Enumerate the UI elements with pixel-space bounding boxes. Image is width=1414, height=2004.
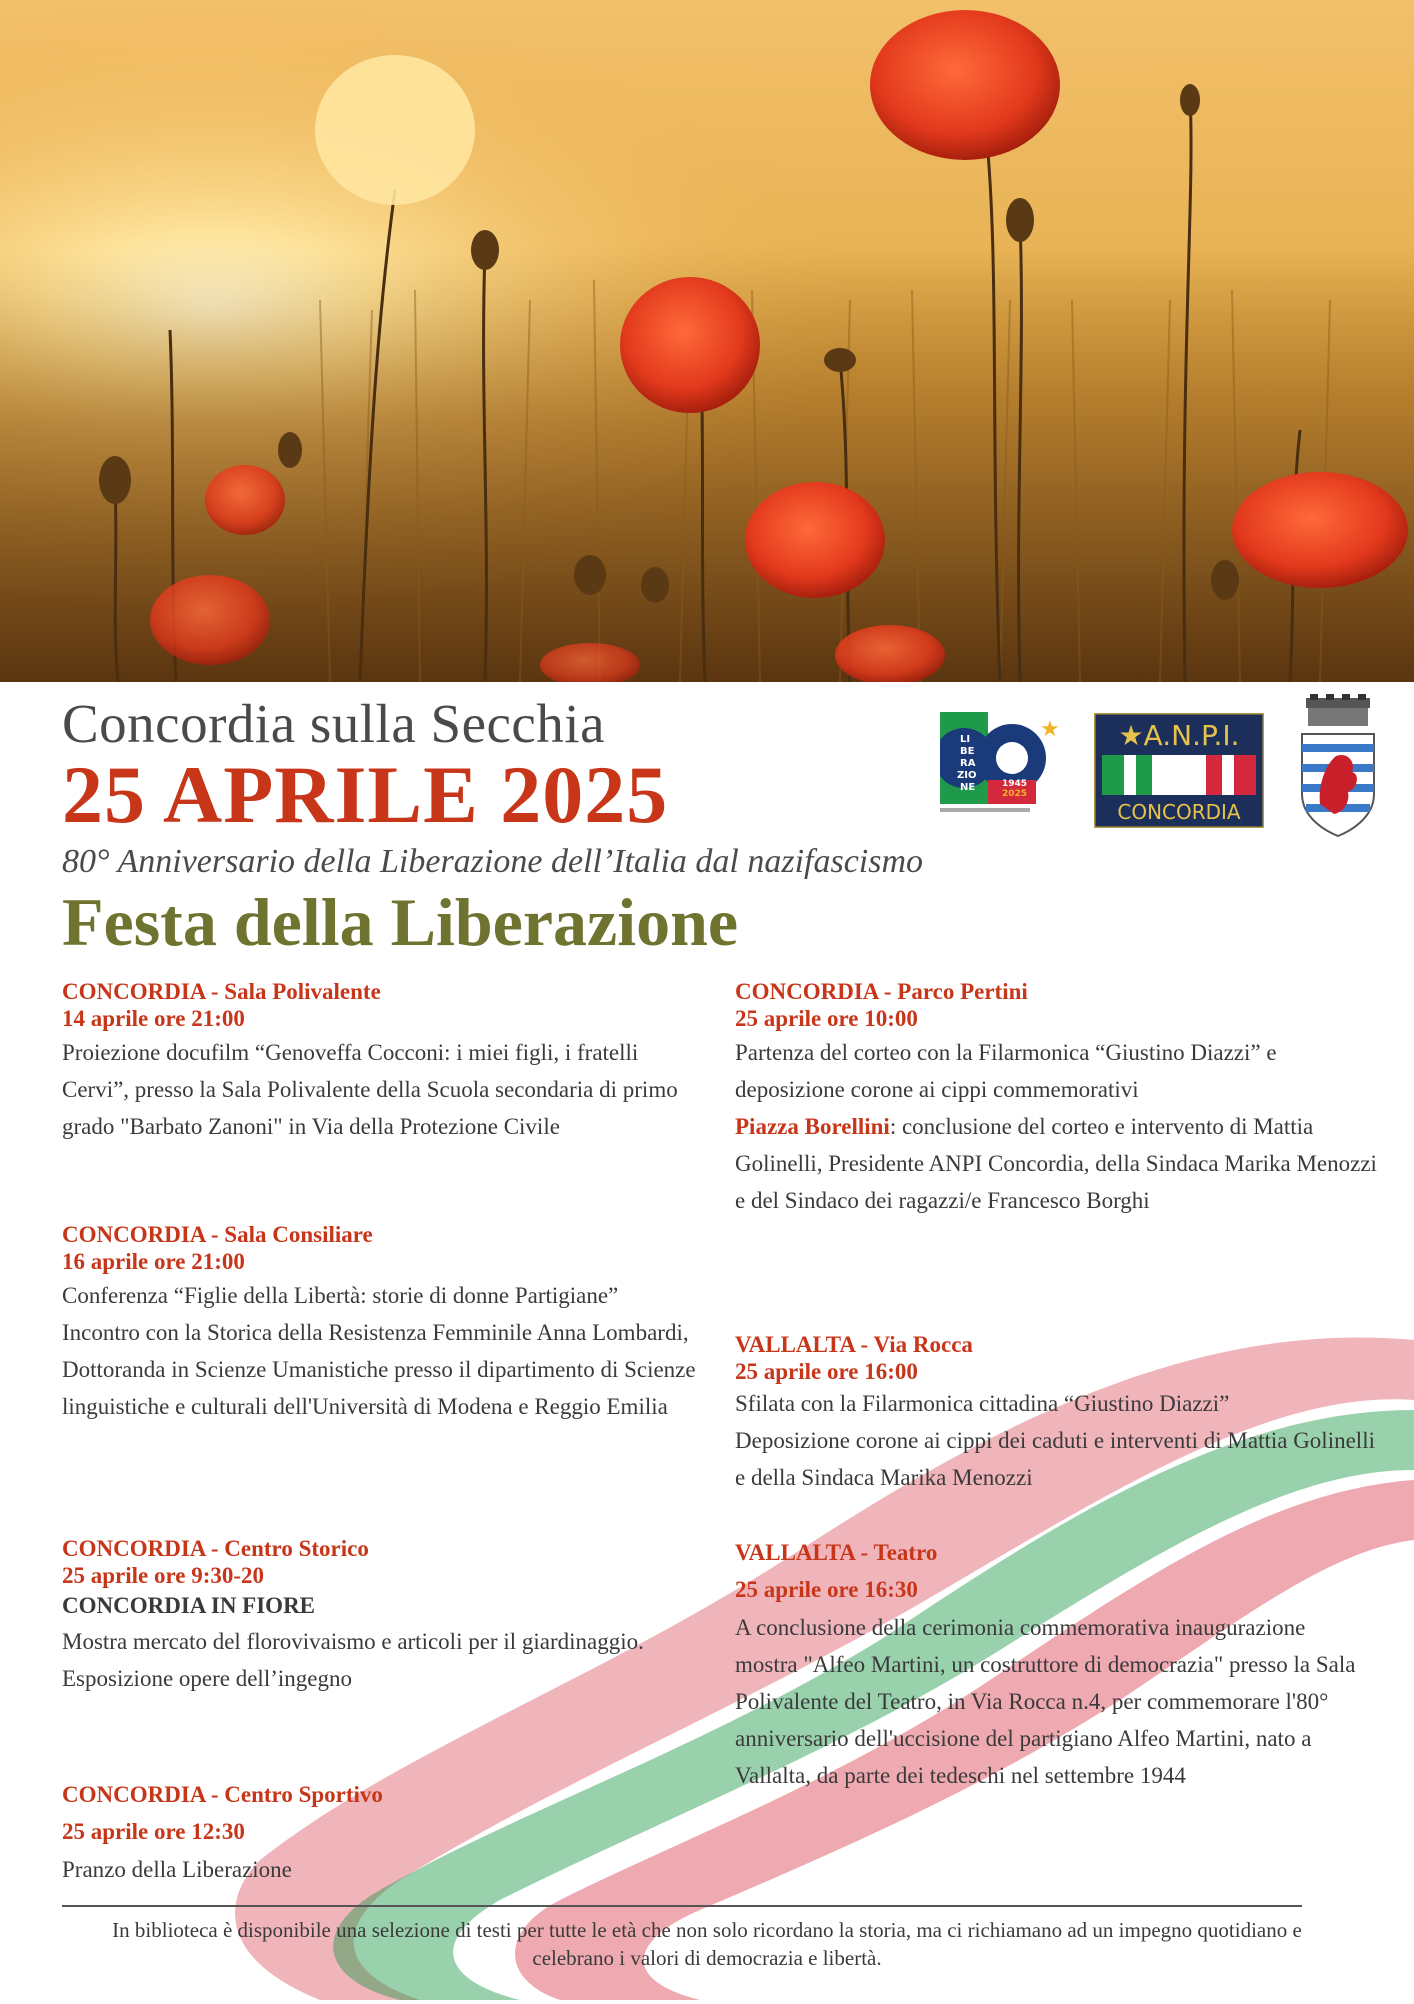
event-card bbox=[62, 1535, 712, 1781]
event-card bbox=[62, 1781, 712, 1888]
liberazione-80-logo bbox=[940, 710, 1060, 820]
event-date: 25 aprile ore 16:00 bbox=[735, 1359, 918, 1384]
event-card bbox=[62, 1221, 712, 1535]
hero-poppy-field-photo bbox=[0, 0, 1414, 682]
event-place: CONCORDIA - Centro Storico bbox=[62, 1536, 369, 1561]
event-card bbox=[735, 1331, 1385, 1539]
event-date: 14 aprile ore 21:00 bbox=[62, 1006, 245, 1031]
svg-text:BE: BE bbox=[960, 746, 975, 757]
event-place: CONCORDIA - Sala Polivalente bbox=[62, 979, 381, 1004]
event-date: 25 aprile ore 12:30 bbox=[62, 1819, 245, 1844]
event-description: Sfilata con la Filarmonica cittadina “Giustino Diazzi” bbox=[735, 1391, 1230, 1416]
event-description: Proiezione docufilm “Genoveffa Cocconi: i miei figli, i fratelli Cervi”, presso la Sala Polivalente della Scuola secondaria di primo grado "Barbato Zanoni" in Via della Protezione Civile bbox=[62, 1040, 678, 1139]
event-description-2: Esposizione opere dell’ingegno bbox=[62, 1666, 352, 1691]
svg-text:★: ★ bbox=[1040, 717, 1060, 742]
town-name: Concordia sulla Secchia bbox=[62, 693, 605, 754]
svg-text:1945: 1945 bbox=[1002, 779, 1028, 789]
event-date-title: 25 APRILE 2025 bbox=[62, 749, 669, 840]
event-heading: CONCORDIA IN FIORE bbox=[62, 1593, 316, 1618]
festa-title: Festa della Liberazione bbox=[62, 884, 739, 960]
event-date: 25 aprile ore 9:30-20 bbox=[62, 1563, 265, 1588]
event-date: 16 aprile ore 21:00 bbox=[62, 1249, 245, 1274]
event-place: VALLALTA - Via Rocca bbox=[735, 1332, 973, 1357]
event-highlight: Piazza Borellini bbox=[735, 1114, 890, 1139]
anpi-concordia-logo bbox=[1094, 713, 1264, 828]
events-left-column bbox=[62, 978, 712, 1888]
event-card bbox=[735, 978, 1385, 1331]
footer-divider bbox=[62, 1905, 1302, 1907]
svg-text:RA: RA bbox=[960, 758, 976, 769]
event-description: Mostra mercato del florovivaismo e articoli per il giardinaggio. bbox=[62, 1629, 644, 1654]
svg-text:ZIO: ZIO bbox=[957, 770, 977, 781]
svg-text:CONCORDIA: CONCORDIA bbox=[1117, 800, 1241, 824]
anniversary-subtitle: 80° Anniversario della Liberazione dell’Italia dal nazifascismo bbox=[62, 843, 924, 880]
event-description: A conclusione della cerimonia commemorativa inaugurazione mostra "Alfeo Martini, un costruttore di democrazia" presso la Sala Polivalente del Teatro, in Via Rocca n.4, per commemorare l'80° anniversario dell'uccisione del partigiano Alfeo Martini, nato a Vallalta, da parte dei tedeschi nel settembre 1944 bbox=[735, 1615, 1356, 1788]
event-place: CONCORDIA - Sala Consiliare bbox=[62, 1222, 373, 1247]
event-place: VALLALTA - Teatro bbox=[735, 1540, 938, 1565]
svg-text:2025: 2025 bbox=[1002, 789, 1028, 799]
event-place: CONCORDIA - Parco Pertini bbox=[735, 979, 1028, 1004]
event-place: CONCORDIA - Centro Sportivo bbox=[62, 1782, 383, 1807]
event-card bbox=[735, 1539, 1385, 1794]
event-description-2: Incontro con la Storica della Resistenza Femminile Anna Lombardi, Dottoranda in Scienze Umanistiche presso il dipartimento di Scienze linguistiche e culturali dell'Università di Modena e Reggio Emilia bbox=[62, 1320, 696, 1419]
municipal-coat-of-arms bbox=[1298, 694, 1378, 839]
footer-note: In biblioteca è disponibile una selezione di testi per tutte le età che non solo ricordano la storia, ma ci richiamano ad un impegno quotidiano e celebrano i valori di democrazia e libertà. bbox=[112, 1918, 1302, 1970]
event-date: 25 aprile ore 10:00 bbox=[735, 1006, 918, 1031]
event-description-2: Deposizione corone ai cippi dei caduti e interventi di Mattia Golinelli e della Sindaca Marika Menozzi bbox=[735, 1428, 1375, 1490]
event-card bbox=[62, 978, 712, 1221]
event-description: Conferenza “Figlie della Libertà: storie di donne Partigiane” bbox=[62, 1283, 619, 1308]
svg-text:LI: LI bbox=[960, 734, 971, 745]
events-right-column bbox=[735, 978, 1385, 1794]
event-description: Pranzo della Liberazione bbox=[62, 1857, 292, 1882]
event-date: 25 aprile ore 16:30 bbox=[735, 1577, 918, 1602]
svg-text:★A.N.P.I.: ★A.N.P.I. bbox=[1118, 719, 1240, 752]
event-description-2 bbox=[735, 1108, 1385, 1219]
event-description: Partenza del corteo con la Filarmonica “Giustino Diazzi” e deposizione corone ai cippi commemorativi bbox=[735, 1040, 1277, 1102]
svg-text:NE: NE bbox=[960, 782, 976, 793]
event-highlight-text: : conclusione del corteo e intervento di Mattia Golinelli, Presidente ANPI Concordia, della Sindaca Marika Menozzi e del Sindaco dei ragazzi/e Francesco Borghi bbox=[735, 1114, 1377, 1213]
